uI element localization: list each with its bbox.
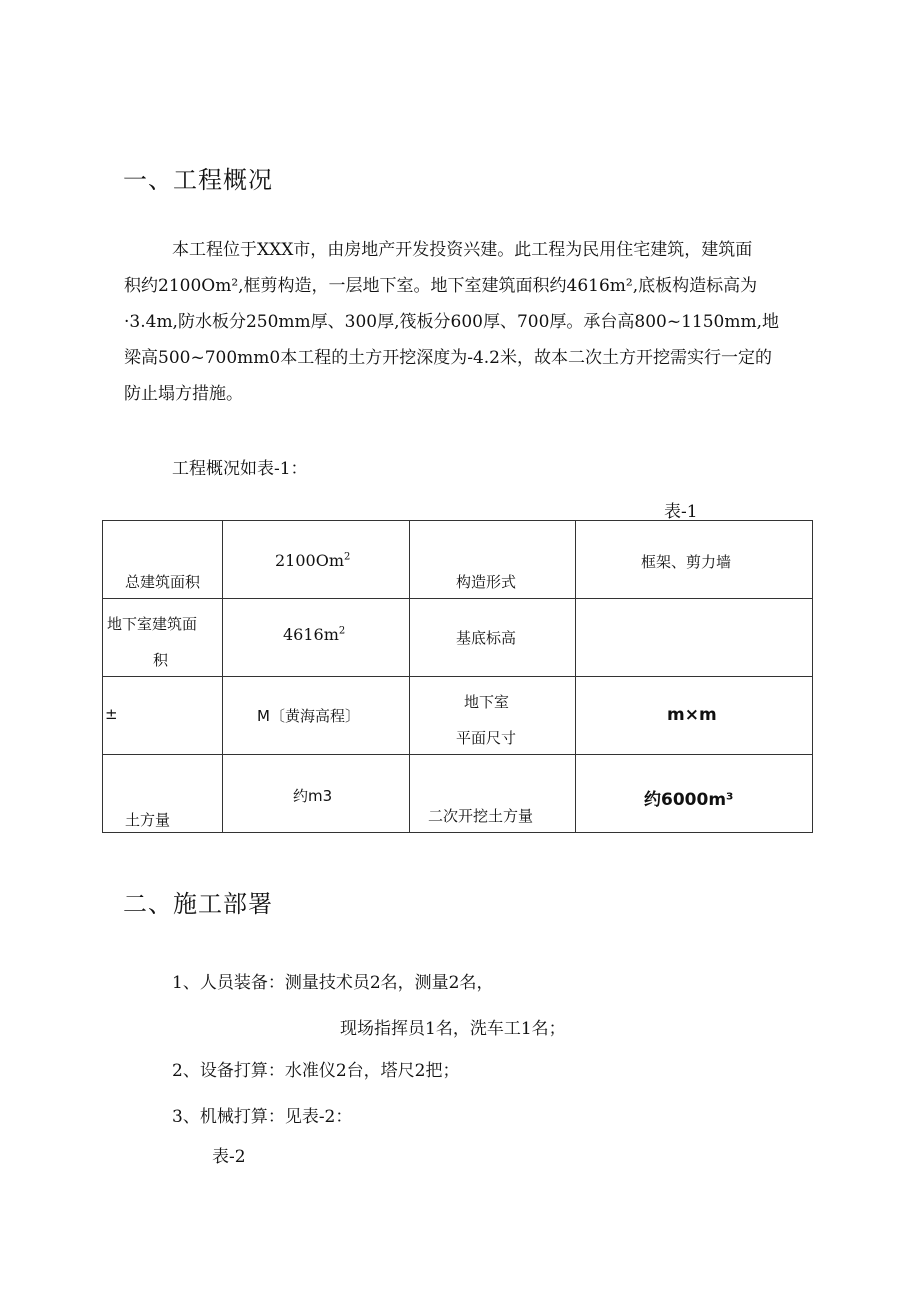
table-cell [576, 521, 813, 599]
cell-text: M〔黄海高程〕 [257, 707, 360, 725]
cell-text: 积 [153, 651, 169, 669]
section2-heading: 二、施工部署 [123, 890, 273, 918]
table1-caption: 表-1 [664, 502, 698, 522]
cell-text: 二次开挖土方量 [428, 807, 534, 825]
table-cell [576, 755, 813, 833]
cell-text: 基底标高 [456, 629, 517, 647]
table-cell [410, 521, 576, 599]
paragraph-line: 积约2100Om²,框剪构造，一层地下室。地下室建筑面积约4616m²,底板构造标高为 [124, 276, 758, 296]
deployment-item-2: 2、设备打算：水准仪2台，塔尺2把； [172, 1061, 460, 1081]
table-cell [223, 599, 410, 677]
table-cell [223, 521, 410, 599]
cell-text: 构造形式 [456, 573, 517, 591]
cell-text: 地下室 [464, 693, 510, 711]
table-cell [103, 677, 223, 755]
table-cell [576, 599, 813, 677]
cell-text: m×m [667, 705, 717, 725]
table-row [103, 599, 813, 677]
table-row [103, 755, 813, 833]
cell-text: 总建筑面积 [125, 573, 201, 591]
paragraph-line: 防止塌方措施。 [124, 384, 243, 404]
cell-text: 地下室建筑面 [107, 615, 198, 633]
cell-text: 土方量 [125, 811, 171, 829]
section1-paragraph [124, 232, 814, 412]
table-cell [103, 599, 223, 677]
table-cell [103, 521, 223, 599]
overview-table [102, 520, 813, 833]
cell-text: 约m3 [293, 787, 333, 805]
cell-text: ± [105, 705, 118, 723]
table-cell [576, 677, 813, 755]
table-row [103, 677, 813, 755]
deployment-item-1-continued: 现场指挥员1名，洗车工1名； [340, 1019, 566, 1039]
deployment-item-3: 3、机械打算：见表-2： [172, 1107, 353, 1127]
table1-intro: 工程概况如表-1： [172, 459, 308, 479]
cell-text: 约6000m³ [644, 790, 734, 810]
cell-text: 2100Om$^2$ [275, 551, 351, 570]
paragraph-line: 梁高500~700mm0本工程的土方开挖深度为-4.2米，故本二次土方开挖需实行一定的 [124, 348, 772, 368]
paragraph-line: ·3.4m,防水板分250mm厚、300厚,筏板分600厚、700厚。承台高800~1150mm,地 [124, 312, 779, 332]
table-cell [410, 599, 576, 677]
table-cell [223, 677, 410, 755]
cell-text: $4616m^2$ [283, 625, 346, 644]
table-cell [103, 755, 223, 833]
cell-text: 平面尺寸 [456, 729, 517, 747]
table-cell [223, 755, 410, 833]
cell-text: 框架、剪力墙 [641, 553, 732, 571]
table-cell [410, 755, 576, 833]
section1-heading: 一、工程概况 [123, 166, 273, 194]
deployment-item-1: 1、人员装备：测量技术员2名，测量2名， [172, 973, 494, 993]
table-cell [410, 677, 576, 755]
table-row [103, 521, 813, 599]
table2-caption: 表-2 [212, 1147, 246, 1167]
paragraph-line: 本工程位于XXX市，由房地产开发投资兴建。此工程为民用住宅建筑，建筑面 [172, 240, 753, 260]
